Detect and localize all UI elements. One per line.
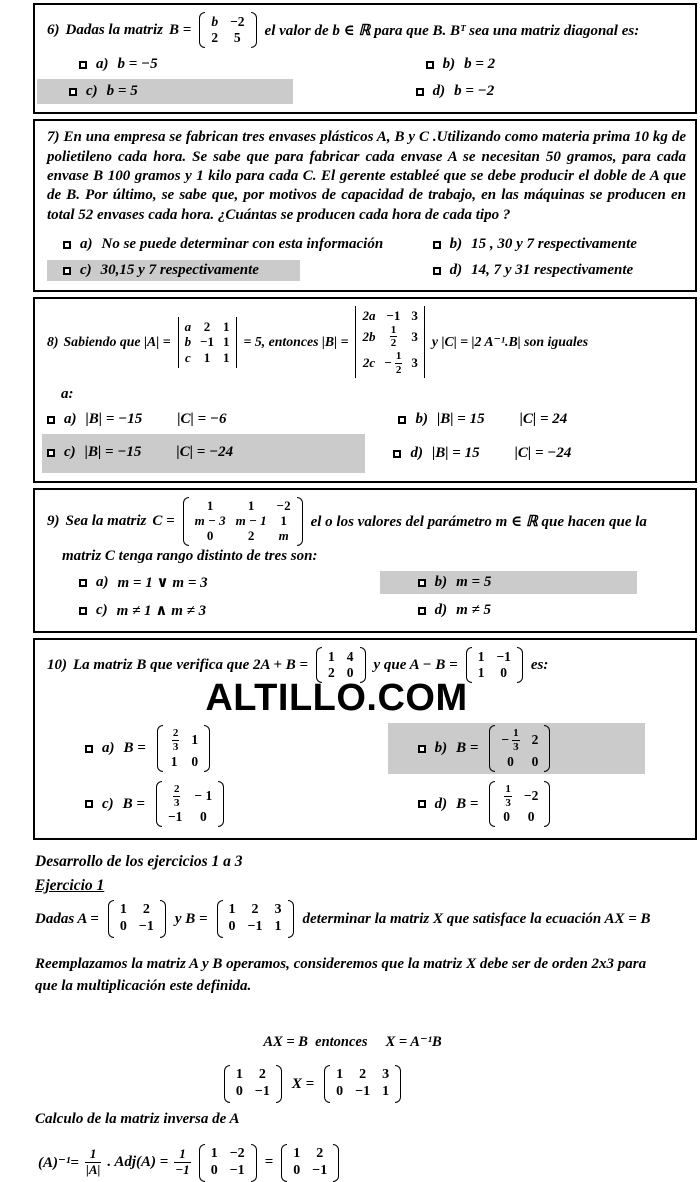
option-7c-selected (47, 260, 418, 281)
option-text: m = 1 ∨ m = 3 (117, 575, 208, 592)
option-text: |C| = −24 (514, 445, 572, 462)
option-text: m ≠ 1 ∧ m ≠ 3 (116, 603, 207, 620)
checkbox-10b[interactable] (418, 745, 426, 753)
checkbox-9d[interactable] (418, 607, 426, 615)
option-key: d) (434, 795, 448, 812)
checkbox-7c[interactable] (63, 267, 71, 275)
option-9a (47, 570, 418, 595)
checkbox-8c[interactable] (47, 449, 55, 457)
paren-right (160, 900, 166, 938)
option-10b-selected (388, 723, 656, 773)
option-7d (418, 259, 686, 282)
option-10d (418, 778, 686, 830)
option-key: b) (449, 236, 463, 253)
matrix-a-minus-b: 1 −1 1 0 (466, 647, 523, 683)
option-text: |C| = −6 (177, 411, 227, 428)
matrix-a: 1 2 0 −1 (108, 900, 166, 938)
matrix-2a-plus-b: 1 4 2 0 (316, 647, 366, 683)
option-key: b) (434, 574, 448, 591)
paren-right (218, 781, 224, 827)
question-9-options (47, 570, 686, 623)
checkbox-6b[interactable] (426, 61, 434, 69)
question-9-text-line2: matriz C tenga rango distinto de tres son: (62, 548, 318, 565)
question-number: 7) (47, 129, 60, 146)
fraction: 1 2 (390, 323, 397, 350)
question-7-box (33, 119, 697, 292)
question-9-text: 9) Sea la matriz C = 1 1 −2 m − 3 m − 1 1 0 2 m el o los valores del parámetro m ∈ ℝ que hacen que la (47, 497, 686, 546)
checkbox-10d[interactable] (418, 800, 426, 808)
matrix-option: 2 3 − 1 −1 0 (156, 781, 224, 827)
option-10a (47, 722, 418, 774)
fraction: 2 3 (172, 727, 179, 754)
option-text: B = (123, 740, 146, 757)
question-10-options (47, 722, 686, 830)
question-number: 10) (47, 656, 67, 673)
option-text: No se puede determinar con esta información (101, 236, 384, 253)
fraction: $\frac{1}{|A|}$ (85, 1146, 101, 1178)
option-key: d) (434, 602, 448, 619)
checkbox-9a[interactable] (79, 579, 87, 587)
option-8c-selected (42, 434, 393, 473)
checkbox-6c[interactable] (69, 88, 77, 96)
option-text: B = (456, 740, 479, 757)
paren-right (251, 12, 257, 48)
checkbox-10a[interactable] (85, 745, 93, 753)
question-8-continuation: a: (61, 386, 74, 403)
option-key: c) (102, 795, 114, 812)
option-text: m ≠ 5 (456, 602, 492, 619)
option-9b-selected (380, 571, 648, 594)
option-6b (418, 53, 686, 76)
matrix-b: 1 2 3 0 −1 1 (324, 1065, 401, 1103)
matrix-option: 2 3 1 1 0 (157, 725, 210, 771)
paren-right (544, 725, 550, 771)
checkbox-8d[interactable] (393, 450, 401, 458)
option-text: b = −2 (454, 83, 495, 100)
bar-right (424, 306, 425, 378)
checkbox-9b[interactable] (418, 579, 426, 587)
paren-right (544, 781, 550, 827)
checkbox-10c[interactable] (85, 800, 93, 808)
question-10-text: 10) La matriz B que verifica que 2A + B = 1 4 2 0 y que A − B = 1 −1 1 0 es: (47, 647, 686, 683)
question-6-options (47, 53, 686, 104)
option-key: a) (102, 740, 115, 757)
matrix-a: 1 2 0 −1 (224, 1065, 282, 1103)
option-text: |C| = 24 (519, 411, 568, 428)
equation-matrix-x: 1 2 0 −1 X = 1 2 3 0 −1 1 (35, 1065, 590, 1103)
matrix-adjugate: 1 −2 0 −1 (199, 1144, 257, 1182)
fraction: 1 3 (505, 782, 511, 809)
checkbox-7a[interactable] (63, 241, 71, 249)
option-9c (47, 598, 418, 623)
option-key: c) (80, 262, 92, 279)
checkbox-6a[interactable] (79, 61, 87, 69)
question-number: 8) (47, 334, 59, 350)
option-text: b = 5 (106, 83, 138, 100)
option-text: 14, 7 y 31 respectivamente (471, 262, 634, 279)
question-8-box (33, 297, 697, 483)
option-key: c) (64, 444, 76, 461)
paren-right (288, 900, 294, 938)
matrix-c: 1 1 −2 m − 3 m − 1 1 0 2 m (183, 497, 303, 546)
option-text: |C| = −24 (176, 444, 234, 461)
option-text: 15 , 30 y 7 respectivamente (471, 236, 637, 253)
option-key: b) (434, 740, 448, 757)
option-8b (398, 408, 686, 431)
option-7a (47, 233, 418, 256)
option-key: b) (415, 411, 428, 428)
fraction: 2 3 (173, 782, 180, 809)
fraction: $\frac{1}{3}$ (513, 727, 519, 754)
bar-right (236, 317, 237, 368)
paren-right (333, 1144, 339, 1182)
option-8a (47, 408, 398, 431)
question-number: 9) (47, 513, 60, 530)
matrix-inverse: 1 2 0 −1 (281, 1144, 339, 1182)
checkbox-7d[interactable] (433, 267, 441, 275)
development-heading: Desarrollo de los ejercicios 1 a 3 (35, 853, 243, 871)
development-section (35, 853, 700, 1181)
option-key: b) (442, 56, 456, 73)
question-number: 6) (47, 21, 60, 38)
question-10-box (33, 638, 697, 840)
checkbox-6d[interactable] (416, 88, 424, 96)
option-key: c) (96, 602, 108, 619)
option-6d (408, 80, 676, 103)
option-text: b = −5 (117, 56, 158, 73)
matrix-option: 1 3 −2 0 0 (489, 781, 550, 827)
option-text: |B| = −15 (84, 444, 142, 461)
exercise-1-statement: Dadas A = 1 2 0 −1 y B = 1 2 3 0 −1 1 determinar la matriz X que satisface la ecuación AX = B (35, 900, 700, 938)
checkbox-8a[interactable] (47, 416, 55, 424)
option-key: d) (432, 83, 446, 100)
option-text: B = (122, 795, 145, 812)
checkbox-9c[interactable] (79, 607, 87, 615)
option-text: |B| = 15 (431, 445, 480, 462)
question-9-box (33, 488, 697, 633)
paren-right (517, 647, 523, 683)
option-6c-selected (37, 79, 408, 104)
option-key: a) (96, 574, 109, 591)
paren-right (251, 1144, 257, 1182)
watermark: ALTILLO.COM (205, 677, 468, 720)
option-key: a) (96, 56, 109, 73)
option-key: a) (80, 236, 93, 253)
option-text: 30,15 y 7 respectivamente (100, 262, 259, 279)
inverse-label: Calculo de la matriz inversa de A (35, 1111, 240, 1128)
determinant-a: a 2 1 b −1 1 c 1 1 (178, 317, 237, 368)
explanation-paragraph: Reemplazamos la matriz A y B operamos, consideremos que la matriz X debe ser de orden 2x3 para que la multiplicación este definida. (35, 955, 647, 994)
paren-right (276, 1065, 282, 1103)
question-8-options (47, 408, 686, 473)
option-key: d) (410, 445, 423, 462)
matrix-option: − $\frac{1}{3}$ 2 0 0 (489, 725, 550, 771)
checkbox-7b[interactable] (433, 241, 441, 249)
fraction: $\frac{1}{2}$ (395, 349, 402, 376)
question-7-options (47, 233, 686, 282)
option-key: d) (449, 262, 463, 279)
question-6-box (33, 3, 697, 114)
option-8d (393, 442, 681, 465)
matrix-b: b −2 2 5 (199, 12, 256, 48)
exercise-1-heading: Ejercicio 1 (35, 877, 105, 895)
option-text: |B| = 15 (436, 411, 485, 428)
determinant-b: 2a −1 3 2b 1 2 3 2c − $\frac{1}{2}$ 3 (355, 306, 424, 378)
option-text: B = (456, 795, 479, 812)
option-key: a) (64, 411, 77, 428)
option-10c (47, 778, 418, 830)
option-7b (418, 233, 686, 256)
option-text: m = 5 (456, 574, 492, 591)
equation-ax-b: AX = B entonces X = A⁻¹B (263, 1034, 442, 1051)
paren-right (204, 725, 210, 771)
question-6-text: 6) Dadas la matriz B = b −2 2 5 el valor de b ∈ ℝ para que B. Bᵀ sea una matriz diagonal es: (47, 12, 686, 48)
fraction: $\frac{1}{-1}$ (175, 1146, 190, 1178)
paren-right (395, 1065, 401, 1103)
option-key: c) (86, 83, 98, 100)
matrix-b: 1 2 3 0 −1 1 (217, 900, 294, 938)
paren-right (297, 497, 303, 546)
option-text: |B| = −15 (85, 411, 143, 428)
option-6a (47, 53, 418, 76)
option-text: b = 2 (464, 56, 496, 73)
question-8-text: 8) Sabiendo que |A| = a 2 1 b −1 1 c 1 1 = 5, entonces |B| = 2a −1 3 2b 1 2 3 2c − $\frac{1}{2}$ 3 y |C| = |2 A⁻¹.B| son iguales (47, 306, 686, 378)
question-7-text: 7) En una empresa se fabrican tres envases plásticos A, B y C .Utilizando como materia prima 10 kg de polietileno cada hora. Se sabe que para fabricar cada envase A se necesitan 50 gramos, para cada envase B 100 gramos y 1 kilo para cada C. El gerente estableé que se debe producir el doble de A que de B. Por último, se sabe que, por motivos de capacidad de trabajo, en las máquinas se producen en total 52 envases cada hora. ¿Cuántas se producen cada hora de cada tipo ? (47, 129, 687, 223)
option-9d (418, 599, 686, 622)
inverse-formula: (A)⁻¹= $\frac{1}{|A|}$ . Adj(A) = $\frac{1}{-1}$ 1 −2 0 −1 = 1 2 0 −1 (38, 1144, 700, 1182)
checkbox-8b[interactable] (398, 416, 406, 424)
